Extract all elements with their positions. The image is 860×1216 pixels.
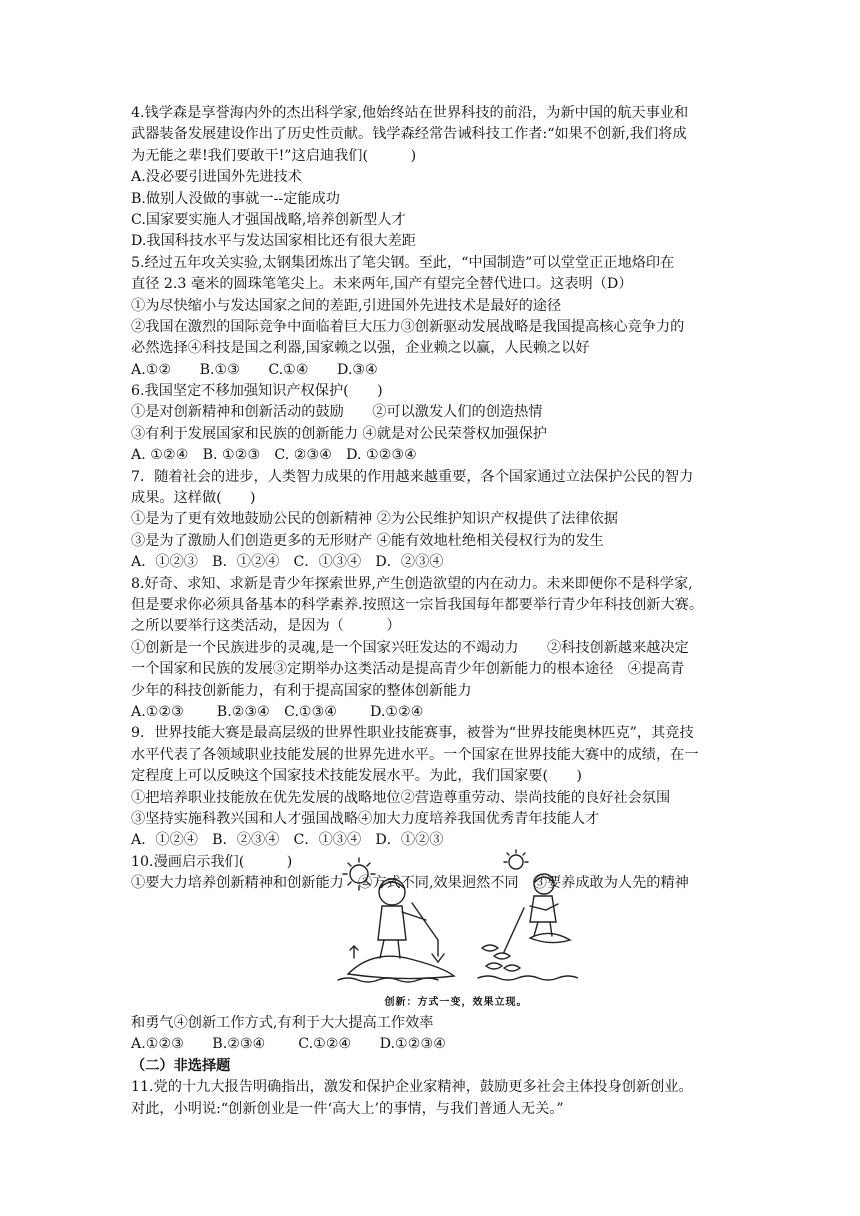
text-line: 和勇气④创新工作方式,有利于大大提高工作效率 (131, 1015, 434, 1031)
text-line: 6.我国坚定不移加强知识产权保护( ) (131, 383, 383, 400)
text-line: ②我国在激烈的国际竞争中面临着巨大压力③创新驱动发展战略是我国提高核心竞争力的 (131, 318, 685, 335)
text-line: A. ①②④ B. ①②③ C. ②③④ D. ①②③④ (131, 447, 417, 464)
text-line: 4.钱学森是享誉海内外的杰出科学家,他始终站在世界科技的前沿，为新中国的航天事业和 (131, 105, 689, 121)
text-line: A.①② B.①③ C.①④ D.③④ (131, 361, 378, 378)
text-line: A.①②③ B.②③④ C.①②④ D.①②③④ (131, 1036, 446, 1053)
cartoon-fishing-icon (334, 848, 578, 988)
text-line: C.国家要实施人才强国战略,培养创新型人才 (131, 211, 406, 228)
text-line: ③是为了激励人们创造更多的无形财产 ④能有效地杜绝相关侵权行为的发生 (131, 532, 604, 549)
section-heading: （二）非选择题 (131, 1057, 231, 1074)
text-line: 8.好奇、求知、求新是青少年探索世界,产生创造欲望的内在动力。未来即便你不是科学家, (131, 575, 693, 592)
text-line: ①是对创新精神和创新活动的鼓励 ②可以激发人们的创造热情 (131, 404, 543, 421)
question-text-top (131, 103, 743, 894)
text-line: 但是要求你必须具备基本的科学素养.按照这一宗旨我国每年都要举行青少年科技创新大赛。 (131, 596, 704, 613)
text-line: 11.党的十九大报告明确指出，激发和保护企业家精神，鼓励更多社会主体投身创新创业。 (131, 1079, 693, 1096)
text-line: 定程度上可以反映这个国家技术技能发展水平。为此，我们国家要( ) (131, 768, 582, 785)
text-line: 对此，小明说:“创新创业是一件‘高大上’的事情，与我们普通人无关。” (131, 1100, 564, 1117)
text-line: ①把培养职业技能放在优先发展的战略地位②营造尊重劳动、崇尚技能的良好社会氛围 (131, 789, 671, 806)
question-text-bottom (131, 1013, 743, 1120)
text-line: A．①②④ B．②③④ C．①③④ D．①②③ (131, 832, 444, 849)
text-line: 成果。这样做( ) (131, 490, 256, 507)
text-line: B.做别人没做的事就一--定能成功 (131, 190, 340, 207)
text-line: 少年的科技创新能力，有利于提高国家的整体创新能力 (131, 682, 472, 699)
text-line: 7．随着社会的进步，人类智力成果的作用越来越重要，各个国家通过立法保护公民的智力 (131, 468, 694, 485)
cartoon-figure (334, 848, 578, 1012)
text-line: 直径 2.3 毫米的圆珠笔笔尖上。未来两年,国产有望完全替代进口。这表明（D） (131, 276, 633, 293)
text-line: A.没必要引进国外先进技术 (131, 169, 302, 186)
text-line: 水平代表了各领域职业技能发展的世界先进水平。一个国家在世界技能大赛中的成绩，在一 (131, 746, 699, 763)
text-line: ①是为了更有效地鼓励公民的创新精神 ②为公民维护知识产权提供了法律依据 (131, 511, 618, 528)
figure-caption: 创新：方式一变，效果立现。 (384, 997, 528, 1008)
text-line: ③坚持实施科教兴国和人才强国战略④加大力度培养我国优秀青年技能人才 (131, 810, 600, 827)
text-line: 之所以要举行这类活动，是因为（ ） (131, 618, 401, 635)
text-line: 必然选择④科技是国之利器,国家赖之以强，企业赖之以赢，人民赖之以好 (131, 340, 590, 357)
text-line: 5.经过五年攻关实验,太钢集团炼出了笔尖钢。至此，“中国制造”可以堂堂正正地烙印在 (131, 254, 675, 271)
text-line: 武器装备发展建设作出了历史性贡献。钱学森经常告诫科技工作者:“如果不创新,我们将成 (131, 126, 687, 143)
text-line: 为无能之辈!我们要敢干!”这启迪我们( ) (131, 147, 417, 164)
text-line: D.我国科技水平与发达国家相比还有很大差距 (131, 233, 416, 250)
text-line: ①要大力培养创新精神和创新能力 ②方式不同,效果迥然不同 ③要养成敢为人先的精神 (131, 875, 689, 892)
text-line: 一个国家和民族的发展③定期举办这类活动是提高青少年创新能力的根本途径 ④提高青 (131, 661, 685, 678)
text-line: ①创新是一个民族进步的灵魂,是一个国家兴旺发达的不竭动力 ②科技创新越来越决定 (131, 639, 689, 656)
text-line: 10.漫画启示我们( ) (131, 853, 293, 870)
text-line: ①为尽快缩小与发达国家之间的差距,引进国外先进技术是最好的途径 (131, 297, 562, 314)
text-line: A．①②③ B．①②④ C．①③④ D．②③④ (131, 554, 444, 571)
text-line: 9．世界技能大赛是最高层级的世界性职业技能赛事，被誉为“世界技能奥林匹克”，其竞技 (131, 725, 694, 742)
text-line: A.①②③ B.②③④ C.①③④ D.①②④ (131, 703, 424, 720)
text-line: ③有利于发展国家和民族的创新能力 ④就是对公民荣誉权加强保护 (131, 425, 547, 442)
